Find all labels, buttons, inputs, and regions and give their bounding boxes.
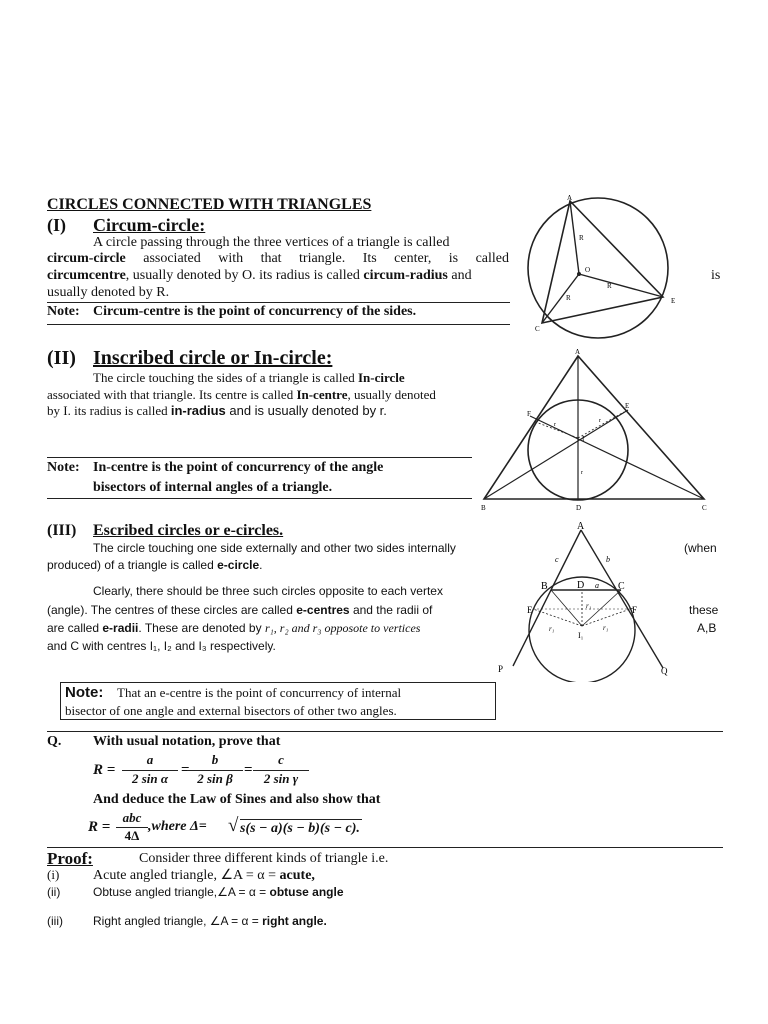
fig1-label-o: O — [585, 266, 591, 274]
circumcircle-figure — [515, 192, 695, 342]
term-circum-radius: circum-radius — [363, 268, 448, 283]
s2-note-label: Note: — [47, 460, 80, 475]
formula-where: ,where Δ= — [148, 819, 207, 834]
triangle-abc — [484, 356, 704, 499]
proof-item-2-number: (ii) — [47, 885, 61, 899]
fig2-label-b: B — [481, 504, 486, 512]
s3-para-line-4-a: (angle). The centres of these circles are called — [47, 603, 297, 617]
fig2-label-r-1: r — [554, 422, 556, 428]
s3-para-line-4-b: and the radii of — [349, 603, 433, 617]
s2-note-line-1: In-centre is the point of concurrency of the angle — [93, 460, 384, 475]
s3-para-line-1-right: (when — [684, 541, 717, 555]
fig1-label-c: C — [535, 325, 540, 333]
proof-label: Proof: — [47, 849, 93, 868]
section-3-number: (III) — [47, 522, 77, 539]
proof-intro: Consider three different kinds of triangle i.e. — [139, 851, 389, 866]
s1-para-line-1: A circle passing through the three vertices of a triangle is called — [93, 235, 450, 250]
frac2-numerator: b — [211, 752, 219, 767]
s1-para-line-2 — [47, 251, 509, 267]
s2-para-line-2-a: associated with that triangle. Its centre is called — [47, 387, 297, 402]
formula-r-2: R = — [88, 819, 111, 835]
radius-oa — [570, 201, 579, 274]
term-in-radius: in-radius — [170, 403, 226, 418]
proof-rule-top — [47, 847, 723, 848]
s1-para-line-4: usually denoted by R. — [47, 285, 170, 300]
s3-para-line-5-c: r₁, r₂ and r₃ opposote to vertices — [264, 621, 421, 635]
frac3-denominator: 2 sin γ — [263, 771, 299, 786]
fig3-label-e: E — [527, 605, 533, 615]
term-circum-circle: circum-circle — [47, 251, 126, 266]
fig2-label-c: C — [702, 504, 707, 512]
s3-para-line-3: Clearly, there should be three such circles opposite to each vertex — [93, 584, 443, 598]
s3-para-line-4 — [47, 603, 432, 617]
fig3-label-a: A — [577, 521, 585, 532]
s1-para-line-3 — [47, 268, 472, 284]
s1-note-rule-bottom — [47, 324, 510, 325]
fig2-label-f: F — [527, 410, 531, 418]
proof-item-1-text: Acute angled triangle, ∠A = α = — [93, 868, 280, 883]
fig1-label-r-3: R — [566, 294, 571, 302]
bisector-c — [530, 416, 704, 499]
fig1-label-r-1: R — [579, 234, 584, 242]
frac4-denominator: 4Δ — [124, 828, 140, 843]
bisector-b — [484, 410, 628, 499]
inradius-e — [578, 412, 624, 438]
fig2-label-d: D — [576, 504, 582, 512]
fig3-label-q: Q — [661, 666, 668, 676]
fig2-label-r-3: r — [581, 470, 583, 476]
s3-para-line-2-a: produced) of a triangle is called — [47, 558, 218, 572]
s3-para-line-6: and C with centres I₁, I₂ and I₃ respectively. — [47, 639, 276, 653]
s3-para-line-2-b: . — [259, 558, 263, 572]
question-label: Q. — [47, 734, 62, 749]
fig3-label-r1-1: r₁ — [586, 602, 592, 610]
equals-2: = — [244, 762, 253, 778]
page-title: CIRCLES CONNECTED WITH TRIANGLES — [47, 196, 372, 213]
proof-item-3-bold: right angle. — [262, 914, 327, 928]
s1-is-word: is — [711, 268, 721, 283]
s3-note-line-1: That an e-centre is the point of concurrency of internal — [117, 685, 402, 700]
fig3-label-d: D — [577, 580, 585, 591]
s1-note-label: Note: — [47, 304, 80, 319]
proof-item-2 — [93, 885, 344, 899]
fig1-label-r-2: R — [607, 282, 612, 290]
fig3-label-b: B — [541, 581, 548, 592]
section-2-heading: Inscribed circle or In-circle: — [93, 347, 333, 369]
fig2-label-a: A — [575, 348, 581, 356]
fig3-label-r1-3: r₁ — [603, 624, 609, 632]
proof-item-1-number: (i) — [47, 867, 60, 882]
circumcircle — [528, 198, 668, 338]
fig3-label-f: F — [632, 605, 638, 615]
proof-item-1 — [93, 867, 315, 884]
formula-r-1: R = — [93, 762, 116, 778]
fig3-label-p: P — [498, 664, 504, 674]
fig1-label-a: A — [567, 194, 573, 202]
question-line-2: And deduce the Law of Sines and also show that — [93, 792, 381, 807]
s1-note-rule-top — [47, 302, 510, 303]
proof-item-1-bold: acute, — [279, 868, 315, 883]
line-ap — [513, 530, 581, 666]
sqrt-radicand: s(s − a)(s − b)(s − c). — [240, 821, 360, 836]
term-circumcentre: circumcentre — [47, 268, 126, 283]
s1-para-line-3-b: and — [447, 268, 472, 283]
proof-item-2-bold: obtuse angle — [269, 885, 344, 899]
fig2-label-e: E — [625, 402, 630, 410]
frac1-denominator: 2 sin α — [131, 771, 169, 786]
s2-note-line-2: bisectors of internal angles of a triangle. — [93, 480, 333, 495]
s3-note-label: Note: — [65, 684, 104, 701]
section-1-number: (I) — [47, 215, 66, 235]
s3-para-line-5-right: A,B — [697, 621, 717, 635]
s2-para-line-2-b: , usually denoted — [347, 387, 436, 402]
s3-note-line-2: bisector of one angle and external bisectors of other two angles. — [65, 703, 397, 718]
term-in-centre: In-centre — [296, 387, 348, 402]
radius-oe — [579, 274, 663, 297]
fig3-label-r1-2: r₁ — [549, 625, 555, 633]
s3-para-line-5-a: are called — [47, 621, 103, 635]
fig2-label-r-2: r — [599, 418, 601, 424]
fig3-label-c-side: c — [555, 555, 559, 564]
s1-para-line-2-rest: associated with that triangle. Its center, is called — [125, 251, 509, 266]
proof-item-3-text: Right angled triangle, ∠A = α = — [93, 914, 263, 928]
frac1-numerator: a — [146, 752, 154, 767]
s1-para-line-3-a: , usually denoted by O. its radius is called — [125, 268, 364, 283]
proof-item-3 — [93, 914, 327, 928]
fig3-label-a-side: a — [595, 581, 599, 590]
section-1-heading: Circum-circle: — [93, 215, 206, 235]
term-e-radii: e-radii — [102, 621, 139, 635]
s3-para-line-2 — [47, 558, 262, 572]
s3-para-line-5-b: . These are denoted by — [138, 621, 265, 635]
s2-para-line-3-a: by I. its radius is called — [47, 403, 171, 418]
proof-item-2-text: Obtuse angled triangle,∠A = α = — [93, 885, 270, 899]
frac2-denominator: 2 sin β — [197, 771, 233, 786]
triangle-ace — [542, 201, 663, 323]
fig3-label-i1: I₁ — [578, 631, 584, 640]
fig1-label-e: E — [671, 297, 676, 305]
s1-note-text: Circum-centre is the point of concurrency of the sides. — [93, 304, 417, 319]
excircle-figure — [493, 516, 723, 682]
s2-para-line-3 — [47, 403, 387, 419]
term-e-circle: e-circle — [217, 558, 260, 572]
frac3-numerator: c — [278, 752, 284, 767]
section-3-heading: Escribed circles or e-circles. — [93, 522, 284, 539]
line-aq — [581, 530, 663, 668]
s2-para-line-1-a: The circle touching the sides of a triangle is called — [93, 370, 358, 385]
fig3-label-b-side: b — [606, 555, 610, 564]
term-in-circle: In-circle — [357, 370, 405, 385]
fig2-label-i: I — [582, 435, 585, 443]
question-rule-top — [47, 731, 723, 732]
fig3-label-c: C — [618, 581, 625, 592]
s2-note-rule-bottom — [47, 498, 472, 499]
sqrt-symbol: √ — [228, 815, 239, 836]
question-line-1: With usual notation, prove that — [93, 734, 281, 749]
incircle-figure — [478, 344, 716, 514]
s3-para-line-1: The circle touching one side externally and other two sides internally — [93, 541, 456, 555]
s2-note-rule-top — [47, 457, 472, 458]
equals-1: = — [181, 762, 190, 778]
s2-para-line-2 — [47, 387, 436, 403]
term-e-centres: e-centres — [296, 603, 350, 617]
centre-o — [577, 272, 581, 276]
s2-para-line-3-b: and is usually denoted by r. — [225, 403, 387, 418]
s3-para-line-5 — [47, 621, 420, 636]
s2-para-line-1 — [93, 370, 405, 386]
s3-para-line-4-right: these — [689, 603, 719, 617]
section-2-number: (II) — [47, 347, 76, 369]
proof-item-3-number: (iii) — [47, 914, 63, 928]
frac4-numerator: abc — [122, 810, 142, 825]
